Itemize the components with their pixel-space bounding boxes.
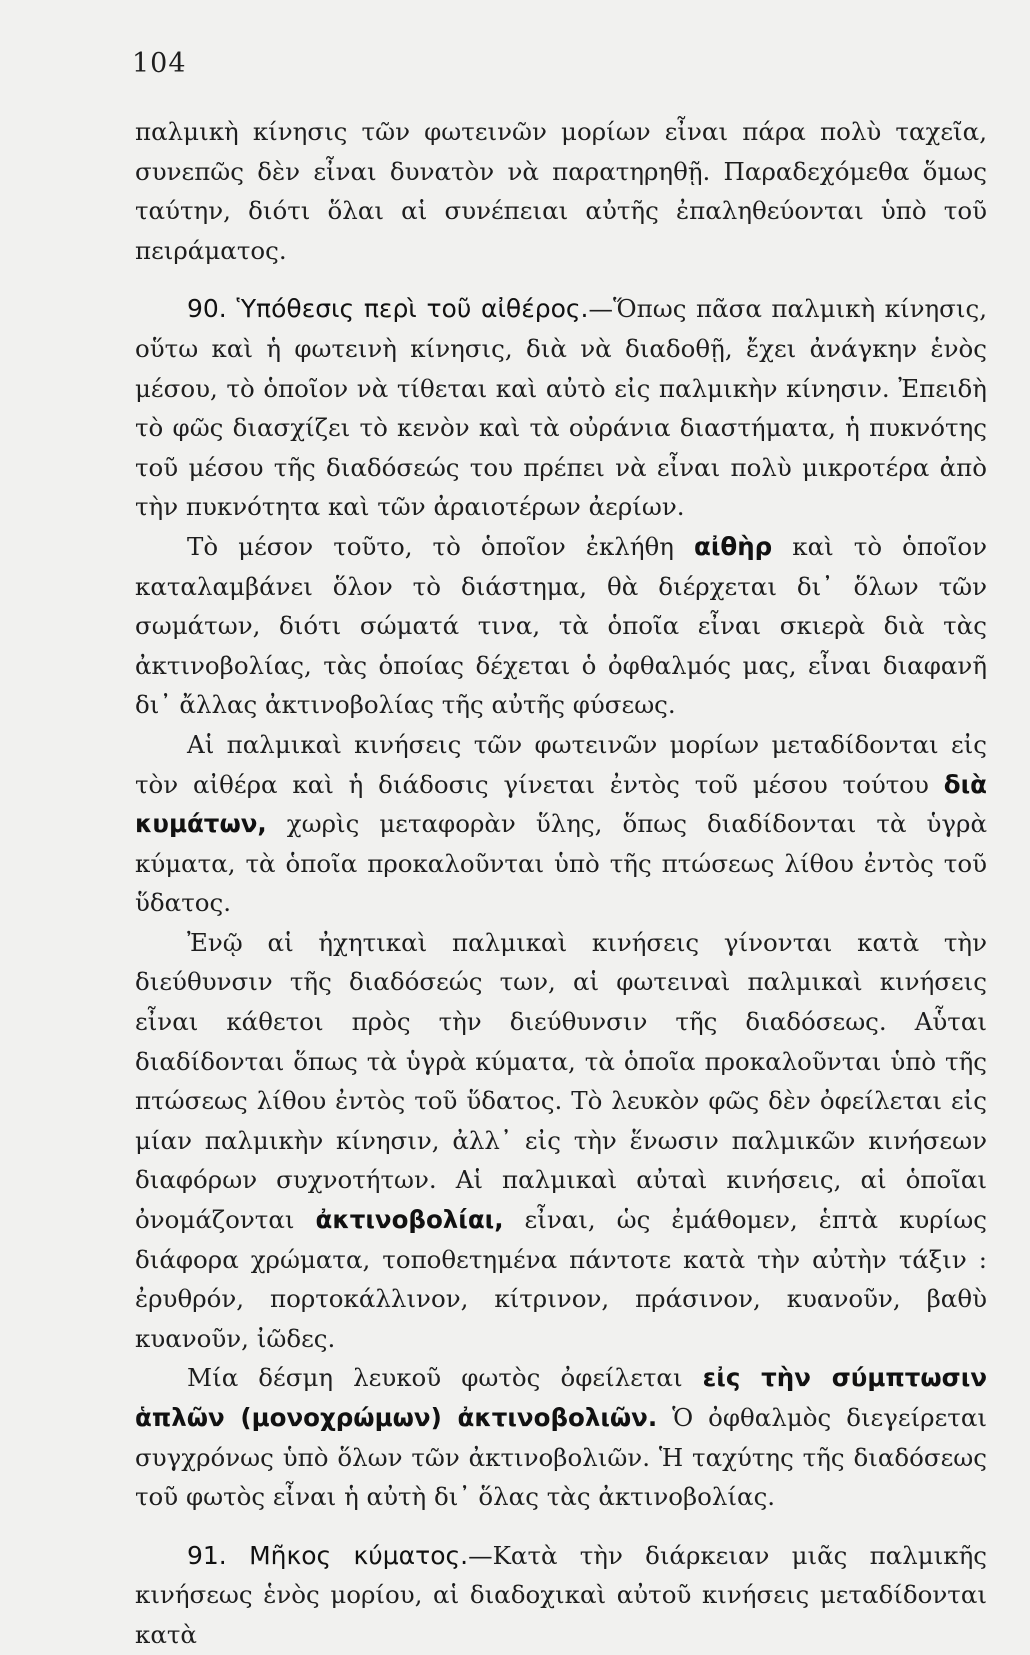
section-90-heading: 90. Ὑπόθεσις περὶ τοῦ αἰθέρος.: [187, 294, 589, 324]
term-radiations: ἀκτινοβολίαι,: [315, 1205, 504, 1235]
paragraph-waves: [135, 725, 987, 923]
section-91: [135, 1536, 987, 1655]
term-waves: διὰ κυμάτων,: [135, 769, 987, 839]
paragraph-waves-text-b: χωρὶς μεταφορὰν ὕλης, ὅπως διαδίδονται τὰ ὑγρὰ κύματα, τὰ ὁποῖα προκαλοῦνται ὑπὸ τῆς πτώσεως λίθου ἐντὸς τοῦ ὕδατος.: [135, 809, 987, 918]
paragraph-radiations-text-a: Ἐνῷ αἱ ἠχητικαὶ παλμικαὶ κινήσεις γίνονται κατὰ τὴν διεύθυνσιν τῆς διαδόσεώς των, αἱ φωτειναὶ παλμικαὶ κινήσεις εἶναι κάθετοι πρὸς τὴν διεύθυνσιν τῆς διαδόσεως. Αὗται διαδίδονται ὅπως τὰ ὑγρὰ κύματα, τὰ ὁποῖα προκαλοῦνται ὑπὸ τῆς πτώσεως λίθου ἐντὸς τοῦ ὕδατος. Τὸ λευκὸν φῶς δὲν ὀφείλεται εἰς μίαν παλμικὴν κίνησιν, ἀλλ᾽ εἰς τὴν ἕνωσιν παλμικῶν κινήσεων διαφόρων συχνοτήτων. Αἱ παλμικαὶ αὐταὶ κινήσεις, αἱ ὁποῖαι ὀνομάζονται: [135, 927, 987, 1235]
paragraph-aither: [135, 527, 987, 725]
paragraph-aither-text-a: Τὸ μέσον τοῦτο, τὸ ὁποῖον ἐκλήθη: [187, 531, 694, 561]
paragraph-white-light-text-b: Ὁ ὀφθαλμὸς διεγείρεται συγχρόνως ὑπὸ ὅλων τῶν ἀκτινοβολιῶν. Ἡ ταχύτης τῆς διαδόσεως τοῦ φωτὸς εἶναι ἡ αὐτὴ δι᾽ ὅλας τὰς ἀκτινοβολίας.: [135, 1403, 987, 1512]
section-90-text: —Ὅπως πᾶσα παλμικὴ κίνησις, οὕτω καὶ ἡ φωτεινὴ κίνησις, διὰ νὰ διαδοθῇ, ἔχει ἀνάγκην ἑνὸς μέσου, τὸ ὁποῖον νὰ τίθεται καὶ αὐτὸ εἰς παλμικὴν κίνησιν. Ἐπειδὴ τὸ φῶς διασχίζει τὸ κενὸν καὶ τὰ οὐράνια διαστήματα, ἡ πυκνότης τοῦ μέσου τῆς διαδόσεώς του πρέπει νὰ εἶναι πολὺ μικροτέρα ἀπὸ τὴν πυκνότητα καὶ τῶν ἀραιοτέρων ἀερίων.: [135, 294, 987, 522]
section-91-text: —Κατὰ τὴν διάρκειαν μιᾶς παλμικῆς κινήσεως ἑνὸς μορίου, αἱ διαδοχικαὶ αὐτοῦ κινήσεις μεταδίδονται κατὰ: [135, 1540, 987, 1649]
section-90: [135, 289, 987, 527]
term-monochromatic: εἰς τὴν σύμπτωσιν ἁπλῶν (μονοχρώμων) ἀκτινοβολιῶν.: [135, 1363, 988, 1432]
section-91-heading: 91. Μῆκος κύματος.: [187, 1540, 469, 1570]
paragraph-waves-text-a: Αἱ παλμικαὶ κινήσεις τῶν φωτεινῶν μορίων μεταδίδονται εἰς τὸν αἰθέρα καὶ ἡ διάδοσις γίνεται ἐντὸς τοῦ μέσου τούτου: [135, 729, 987, 799]
paragraph-continuation: παλμικὴ κίνησις τῶν φωτεινῶν μορίων εἶναι πάρα πολὺ ταχεῖα, συνεπῶς δὲν εἶναι δυνατὸν νὰ παρατηρηθῇ. Παραδεχόμεθα ὅμως ταύτην, διότι ὅλαι αἱ συνέπειαι αὐτῆς ἐπαληθεύονται ὑπὸ τοῦ πειράματος.: [135, 117, 987, 265]
paragraph-aither-text-b: καὶ τὸ ὁποῖον καταλαμβάνει ὅλον τὸ διάστημα, θὰ διέρχεται δι᾽ ὅλων τῶν σωμάτων, διότι σώματά τινα, τὰ ὁποῖα εἶναι σκιερὰ διὰ τὰς ἀκτινοβολίας, τὰς ὁποίας δέχεται ὁ ὀφθαλμός μας, εἶναι διαφανῆ δι᾽ ἄλλας ἀκτινοβολίας τῆς αὐτῆς φύσεως.: [135, 531, 988, 720]
paragraph-radiations: [135, 923, 987, 1359]
term-aither: αἰθὴρ: [694, 531, 773, 561]
body-text: [135, 112, 987, 1655]
page-number: 104: [132, 48, 187, 79]
paragraph-white-light: [135, 1358, 987, 1516]
paragraph-white-light-text-a: Μία δέσμη λευκοῦ φωτὸς ὀφείλεται: [187, 1363, 703, 1393]
paragraph-radiations-text-b: εἶναι, ὡς ἐμάθομεν, ἑπτὰ κυρίως διάφορα χρώματα, τοποθετημένα πάντοτε κατὰ τὴν αὐτὴν τάξιν : ἐρυθρόν, πορτοκάλλινον, κίτρινον, πράσινον, κυανοῦν, βαθὺ κυανοῦν, ἰῶδες.: [135, 1205, 987, 1353]
